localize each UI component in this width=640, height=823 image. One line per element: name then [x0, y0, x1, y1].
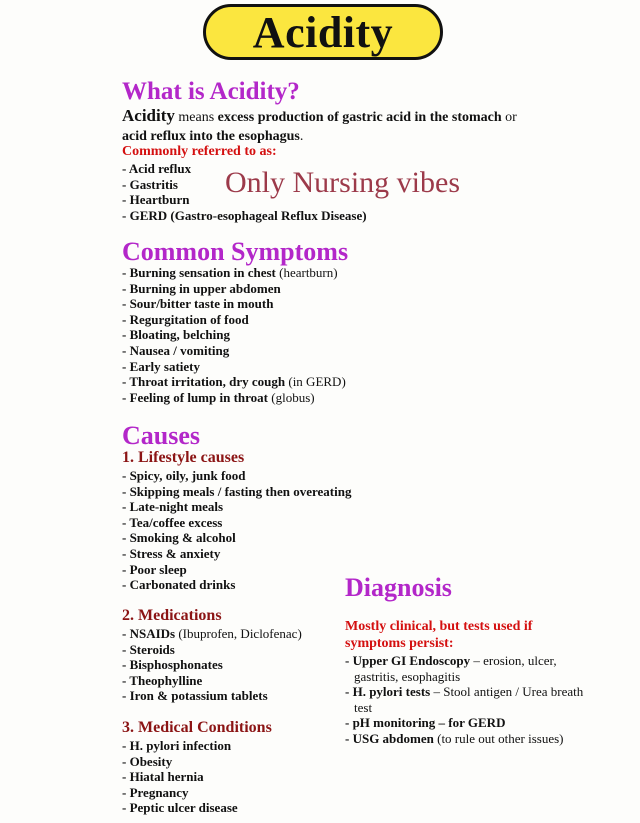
list-item: - Skipping meals / fasting then overeating — [122, 483, 352, 499]
list-item: - Sour/bitter taste in mouth — [122, 296, 274, 312]
list-item: - Acid reflux — [122, 161, 192, 176]
list-item: - Throat irritation, dry cough (in GERD) — [122, 374, 346, 390]
page-title: Acidity — [203, 4, 443, 60]
list-item: - Theophylline — [122, 672, 203, 688]
medical-heading: 3. Medical Conditions — [122, 719, 272, 736]
medications-list — [122, 626, 302, 704]
list-item: - Poor sleep — [122, 561, 187, 577]
list-item: - H. pylori tests – Stool antigen / Urea breath test — [345, 684, 584, 715]
list-item: - Burning in upper abdomen — [122, 280, 281, 296]
lifestyle-heading: 1. Lifestyle causes — [122, 449, 245, 466]
list-item: - Gastritis — [122, 176, 178, 192]
definition-means: means — [178, 110, 215, 125]
list-item: - Carbonated drinks — [122, 577, 236, 593]
definition-lead: Acidity — [122, 106, 175, 125]
definition-or: or — [505, 110, 517, 125]
symptoms-heading: Common Symptoms — [122, 237, 349, 266]
list-item: - Bloating, belching — [122, 327, 230, 343]
definition-part-2: acid reflux into the esophagus — [122, 129, 300, 144]
list-item: - Hiatal hernia — [122, 769, 204, 785]
referred-heading: Commonly referred to as: — [122, 144, 277, 159]
medical-list — [122, 738, 238, 816]
list-item: - Upper GI Endoscopy – erosion, ulcer, gastritis, esophagitis — [345, 653, 557, 684]
list-item: - Nausea / vomiting — [122, 342, 230, 358]
list-item: - Late-night meals — [122, 499, 224, 515]
list-item: - Early satiety — [122, 358, 200, 374]
list-item: - H. pylori infection — [122, 738, 232, 753]
symptoms-list — [122, 265, 346, 405]
list-item: - Pregnancy — [122, 784, 189, 800]
list-item: - Feeling of lump in throat (globus) — [122, 389, 315, 405]
list-item: - Heartburn — [122, 192, 190, 208]
causes-heading: Causes — [122, 421, 201, 450]
diagnosis-list — [345, 653, 585, 746]
lifestyle-list — [122, 468, 351, 593]
list-item: - GERD (Gastro-esophageal Reflux Disease) — [122, 207, 367, 223]
what-is-definition — [122, 106, 562, 146]
list-item: - Stress & anxiety — [122, 545, 221, 561]
list-item: - Burning sensation in chest (heartburn) — [122, 265, 338, 280]
list-item: - Peptic ulcer disease — [122, 800, 238, 816]
list-item: - pH monitoring – for GERD — [345, 715, 506, 730]
list-item: - Tea/coffee excess — [122, 514, 223, 530]
list-item: - NSAIDs (Ibuprofen, Diclofenac) — [122, 626, 302, 641]
watermark-text: Only Nursing vibes — [225, 166, 460, 199]
what-is-heading: What is Acidity? — [122, 78, 300, 105]
list-item: - Bisphosphonates — [122, 657, 223, 673]
medications-heading: 2. Medications — [122, 607, 222, 624]
list-item: - Spicy, oily, junk food — [122, 468, 246, 483]
definition-period: . — [299, 129, 304, 144]
list-item: - Steroids — [122, 641, 175, 657]
list-item: - USG abdomen (to rule out other issues) — [345, 730, 564, 746]
list-item: - Regurgitation of food — [122, 311, 249, 327]
list-item: - Iron & potassium tablets — [122, 688, 268, 704]
list-item: - Smoking & alcohol — [122, 530, 236, 546]
diagnosis-intro: Mostly clinical, but tests used if symptoms persist: — [345, 619, 533, 651]
diagnosis-heading: Diagnosis — [345, 573, 452, 602]
definition-part-1: excess production of gastric acid in the stomach — [217, 110, 502, 125]
list-item: - Obesity — [122, 753, 173, 769]
